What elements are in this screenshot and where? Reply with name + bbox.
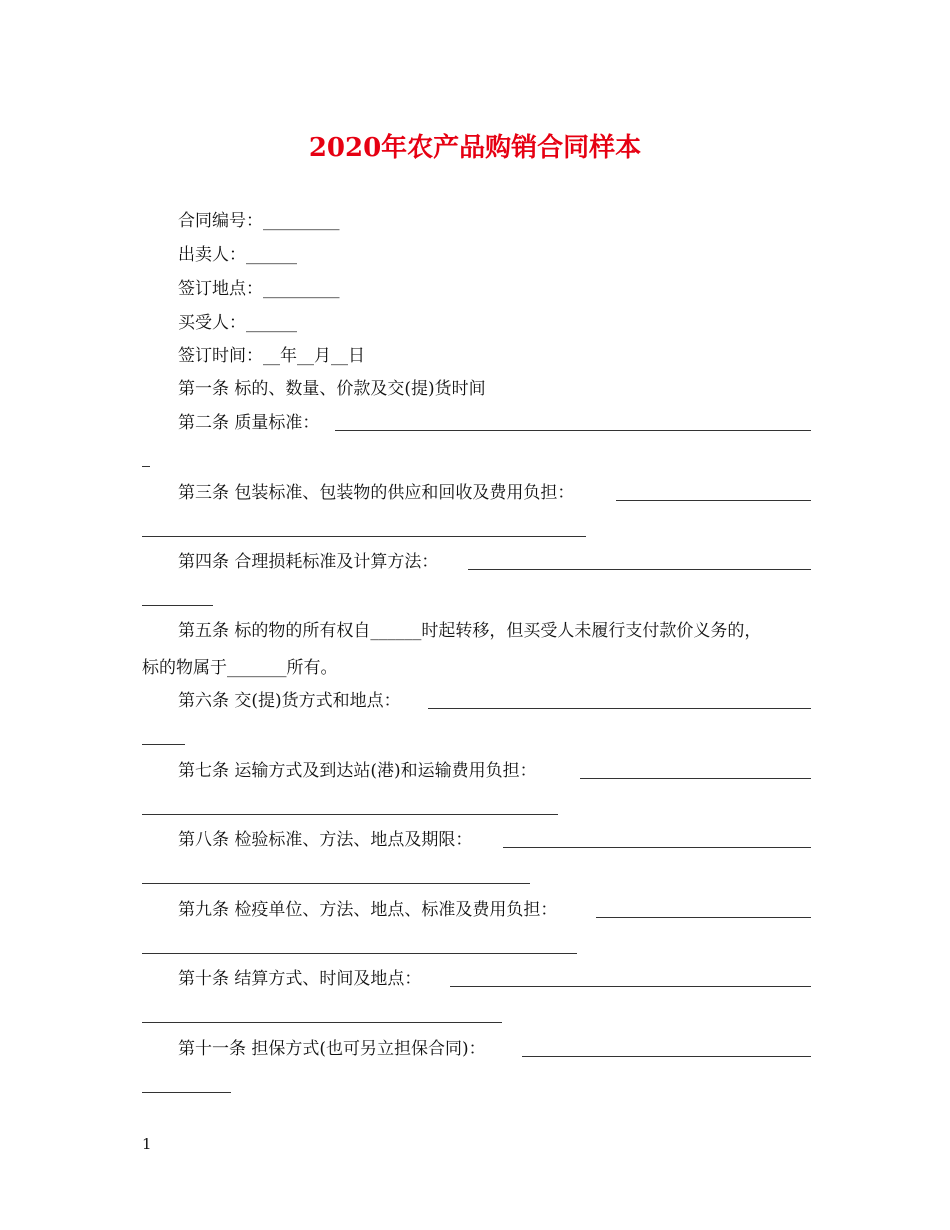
clause-6-blank-cont: [142, 744, 185, 745]
clause-3-blank-cont: [142, 536, 586, 537]
clause-7-blank: [580, 778, 811, 779]
clause-7-blank-cont: [142, 814, 558, 815]
clause-1: 第一条 标的、数量、价款及交(提)货时间: [178, 379, 486, 399]
clause-7: 第七条 运输方式及到达站(港)和运输费用负担：: [178, 761, 537, 781]
clause-4-blank-cont: [142, 605, 213, 606]
clause-11: 第十一条 担保方式(也可另立担保合同)：: [178, 1039, 486, 1059]
field-signing-place: 签订地点：_________: [178, 279, 340, 299]
clause-8-blank-cont: [142, 883, 530, 884]
clause-5-line-1: 第五条 标的物的所有权自______时起转移，但买受人未履行支付款价义务的，: [178, 621, 762, 641]
clause-6: 第六条 交(提)货方式和地点：: [178, 691, 401, 711]
clause-11-blank: [522, 1056, 811, 1057]
clause-2-blank-cont: [142, 466, 150, 467]
clause-2-blank: [335, 430, 811, 431]
clause-10-blank: [450, 986, 811, 987]
document-title: 2020年农产品购销合同样本: [308, 133, 642, 163]
clause-8-blank: [503, 847, 811, 848]
clause-6-blank: [428, 708, 811, 709]
clause-9-blank-cont: [142, 953, 577, 954]
page-number: 1: [142, 1135, 152, 1153]
clause-10: 第十条 结算方式、时间及地点：: [178, 969, 422, 989]
clause-3: 第三条 包装标准、包装物的供应和回收及费用负担：: [178, 483, 575, 503]
field-buyer: 买受人：______: [178, 313, 297, 333]
field-seller: 出卖人：______: [178, 245, 297, 265]
clause-2: 第二条 质量标准：: [178, 413, 320, 433]
clause-9-blank: [596, 917, 811, 918]
clause-9: 第九条 检疫单位、方法、地点、标准及费用负担：: [178, 900, 558, 920]
clause-10-blank-cont: [142, 1022, 502, 1023]
clause-5-line-2: 标的物属于_______所有。: [142, 658, 338, 678]
clause-4-blank: [468, 569, 811, 570]
clause-3-blank: [616, 500, 811, 501]
field-contract-number: 合同编号：_________: [178, 211, 340, 231]
clause-11-blank-cont: [142, 1092, 231, 1093]
clause-4: 第四条 合理损耗标准及计算方法：: [178, 552, 439, 572]
field-signing-date: 签订时间：__年__月__日: [178, 346, 365, 366]
clause-8: 第八条 检验标准、方法、地点及期限：: [178, 830, 473, 850]
